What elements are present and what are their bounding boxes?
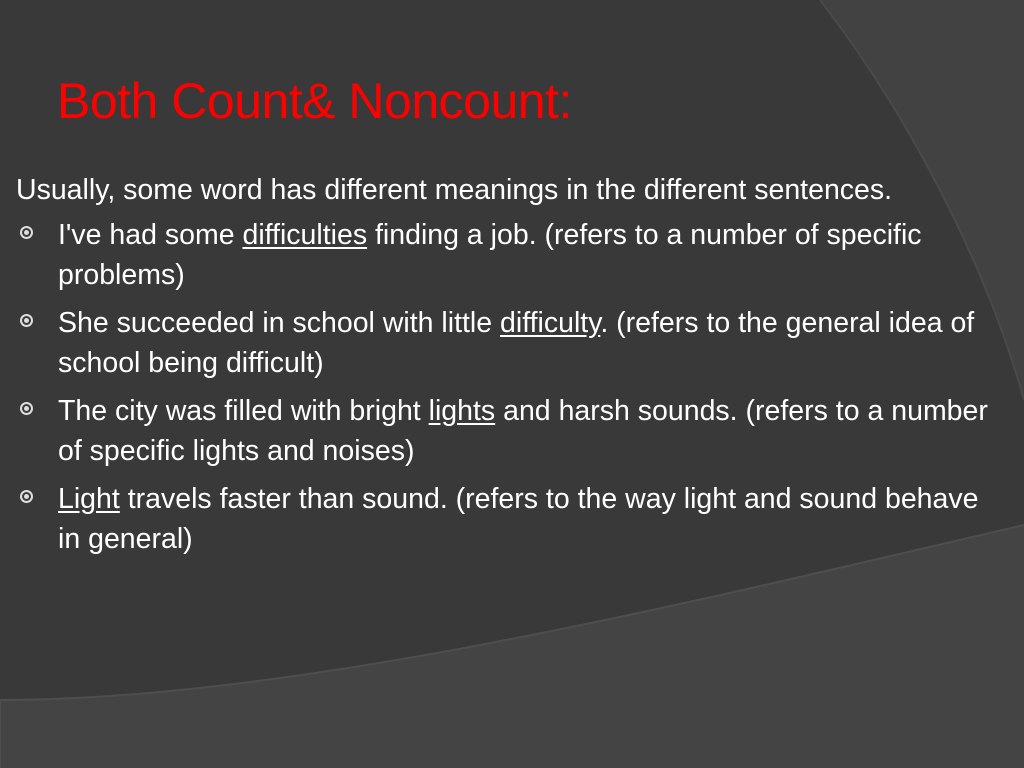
bullet-item	[16, 303, 1006, 383]
slide-title: Both Count& Noncount:	[57, 73, 572, 129]
bullet-text-before: I've had some	[58, 219, 243, 251]
bullet-text-after: . (refers to the general idea of school being difficult)	[58, 307, 975, 379]
radio-bullet-icon	[20, 490, 33, 503]
bullet-text-after: travels faster than sound. (refers to the way light and sound behave in general)	[58, 483, 979, 555]
underlined-word: difficulty	[500, 307, 601, 339]
intro-paragraph: Usually, some word has different meanings in the different sentences.	[16, 174, 893, 206]
bullet-item	[16, 479, 1006, 559]
radio-bullet-icon	[20, 226, 33, 239]
bullet-text-before: She succeeded in school with little	[58, 307, 501, 339]
underlined-word: difficulties	[242, 219, 368, 251]
bullet-item	[16, 391, 1006, 471]
bullet-text-after: and harsh sounds. (refers to a number of specific lights and noises)	[58, 395, 988, 467]
bullet-text-after: finding a job. (refers to a number of specific problems)	[58, 219, 922, 291]
radio-bullet-icon	[20, 314, 33, 327]
bullet-item	[16, 215, 1006, 295]
underlined-word: lights	[428, 395, 496, 427]
underlined-word: Light	[58, 483, 120, 515]
bullet-text-before: The city was filled with bright	[58, 395, 429, 427]
radio-bullet-icon	[20, 402, 33, 415]
slide-body	[16, 170, 1006, 567]
